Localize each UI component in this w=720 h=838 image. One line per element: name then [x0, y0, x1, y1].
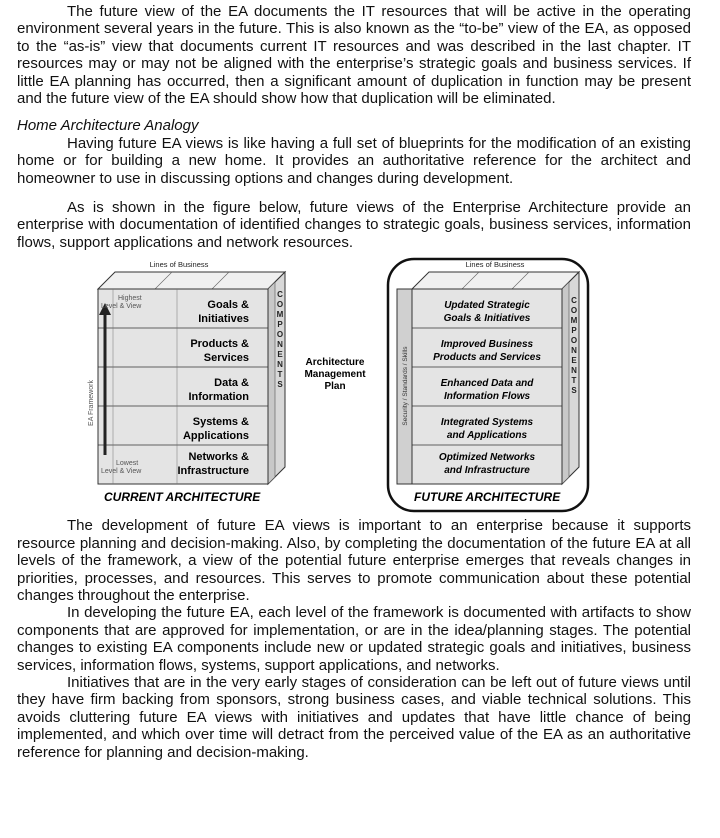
future-level-4-line-1: Integrated Systems [440, 417, 534, 429]
current-components-letter: E [277, 350, 283, 360]
current-components-letter: M [276, 310, 284, 320]
current-components-letter: N [277, 340, 283, 350]
future-components-letter: T [571, 376, 577, 386]
current-level-4-line-2: Applications [182, 430, 249, 443]
future-components-letter: O [570, 336, 578, 346]
future-level-3-line-1: Enhanced Data and [440, 378, 534, 390]
paragraph-4: The development of future EA views is important to an enterprise because it supports resource planning and decision-making. Also, by completing the documentation of the future EA at all levels of the framework, a view of the potential future enterprise emerges that reveals changes in priorities, processes, and resources. This serves to promote communication about these potential changes throughout the enterprise. [17, 517, 691, 604]
current-components-letter: C [277, 290, 283, 300]
paragraph-2: Having future EA views is like having a full set of blueprints for the modification of an existing home or for building a new home. It provides an authoritative reference for the architect and homeowner to use in discussing options and changes during development. [17, 134, 691, 187]
current-level-4-line-1: Systems & [192, 416, 249, 429]
ea-diagram [17, 255, 691, 517]
future-components-letter: P [571, 326, 577, 336]
current-components-letter: O [276, 300, 284, 310]
highest-level-label-1: Highest [118, 295, 142, 303]
current-components-letter: S [277, 380, 283, 390]
highest-level-label-2: Level & View [101, 303, 142, 311]
plan-label-line-2: Management [304, 369, 366, 381]
lowest-level-label-1: Lowest [116, 460, 139, 468]
current-components-letter: P [277, 320, 283, 330]
current-level-3-line-1: Data & [214, 377, 249, 390]
future-level-1-line-1: Updated Strategic [444, 300, 530, 312]
current-architecture-caption: CURRENT ARCHITECTURE [104, 490, 261, 505]
current-level-3-line-2: Information [188, 391, 249, 404]
current-lines-of-business-label: Lines of Business [149, 260, 209, 270]
subheading-home-architecture: Home Architecture Analogy [17, 117, 199, 135]
future-level-4-line-2: and Applications [446, 430, 528, 442]
current-level-1-line-2: Initiatives [198, 313, 249, 326]
future-level-2-line-2: Products and Services [433, 352, 541, 364]
future-components-letter: O [570, 306, 578, 316]
current-level-5-line-1: Networks & [188, 451, 249, 464]
future-components-letter: S [571, 386, 577, 396]
plan-label-line-3: Plan [324, 381, 346, 393]
current-level-1-line-1: Goals & [207, 299, 249, 312]
ea-framework-label: EA Framework [88, 380, 95, 427]
paragraph-1: The future view of the EA documents the IT resources that will be active in the operating environment several years in the future. This is also known as the “to-be” view of the EA, as opposed to the “as-is” view that documents current IT resources and was described in the last chapter. IT resources may or may not be aligned with the enterprise’s strategic goals and business services. If little EA planning has occurred, then a significant amount of duplication in function may be present and the future view of the EA should show how that duplication will be eliminated. [17, 3, 691, 108]
future-level-5-line-2: and Infrastructure [444, 465, 530, 477]
future-components-letter: N [571, 366, 577, 376]
future-level-5-line-1: Optimized Networks [438, 452, 536, 464]
current-level-2-line-2: Services [203, 352, 249, 365]
document-page [17, 3, 691, 761]
future-components-letter: M [570, 316, 578, 326]
paragraph-3: As is shown in the figure below, future views of the Enterprise Architecture provide an enterprise with documentation of identified changes to strategic goals, business services, information flows, support applications and network resources. [17, 199, 691, 251]
future-components-letter: N [571, 346, 577, 356]
plan-label-line-1: Architecture [305, 357, 365, 369]
future-level-1-line-2: Goals & Initiatives [443, 313, 531, 325]
future-lines-of-business-label: Lines of Business [465, 260, 525, 270]
paragraph-5: In developing the future EA, each level of the framework is documented with artifacts to show components that are approved for implementation, or are in the idea/planning stages. The potential changes to existing EA components include new or updated strategic goals and initiatives, business services, information flows, systems, support applications, and networks. [17, 604, 691, 674]
paragraph-6: Initiatives that are in the very early stages of consideration can be left out of future views until they have firm backing from sponsors, strong business cases, and viable technical solutions. This avoids cluttering future EA views with initiatives and updates that have little chance of being implemented, and which over time will detract from the perceived value of the EA as an authoritative reference for planning and decision-making. [17, 673, 691, 761]
current-components-letter: T [277, 370, 283, 380]
current-components-letter: O [276, 330, 284, 340]
future-components-letter: C [571, 296, 577, 306]
current-components-letter: N [277, 360, 283, 370]
future-level-2-line-1: Improved Business [440, 339, 534, 351]
lowest-level-label-2: Level & View [101, 468, 142, 476]
security-standards-skills-label: Security / Standards / Skills [402, 346, 409, 426]
current-level-5-line-2: Infrastructure [177, 465, 249, 478]
future-level-3-line-2: Information Flows [443, 391, 531, 403]
future-components-letter: E [571, 356, 577, 366]
future-architecture-caption: FUTURE ARCHITECTURE [414, 490, 561, 505]
current-level-2-line-1: Products & [190, 338, 249, 351]
ea-figure [17, 255, 691, 517]
